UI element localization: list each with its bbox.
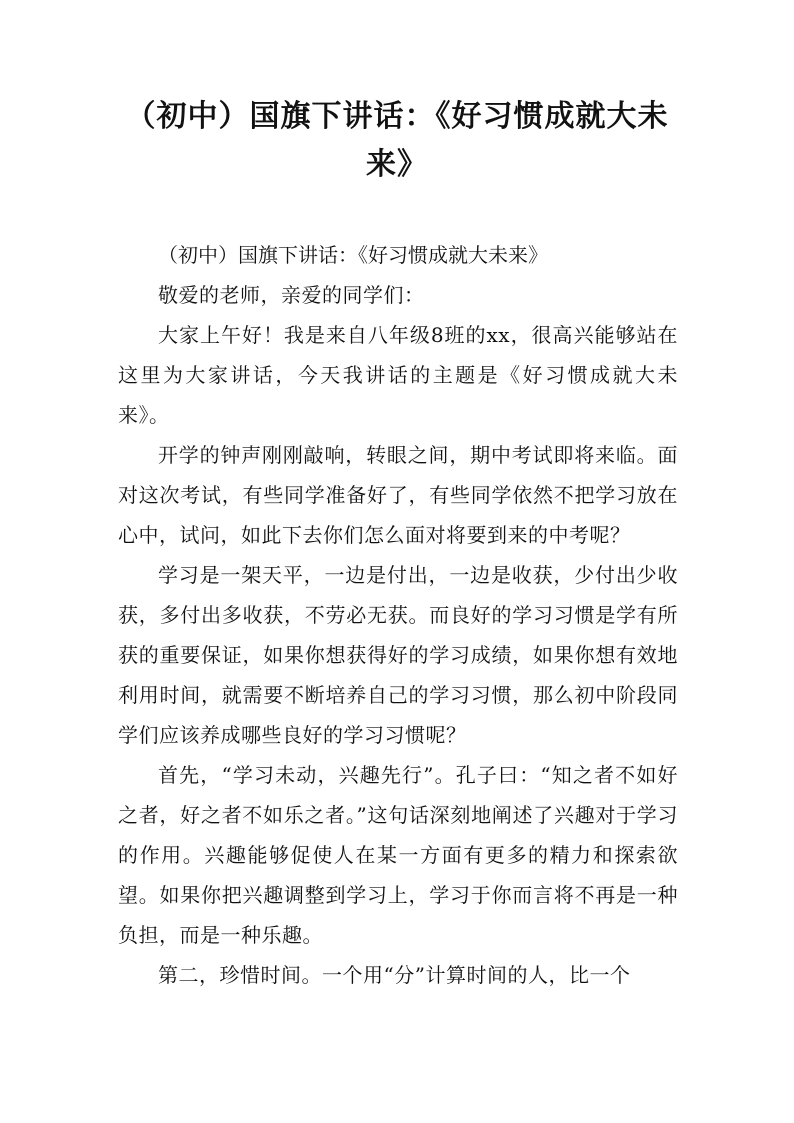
- subtitle-paragraph: （初中）国旗下讲话：《好习惯成就大未来》: [158, 243, 548, 267]
- interest-paragraph: 首先，“学习未动，兴趣先行”。孔子曰：“知之者不如好之者，好之者不如乐之者。”这句话深刻地阐述了兴趣对于学习的作用。兴趣能够促使人在某一方面有更多的精力和探索欲望。如果你把兴趣调整到学习上，学习于你而言将不再是一种负担，而是一种乐趣。: [118, 763, 678, 947]
- document-body: [118, 235, 678, 995]
- balance-paragraph: 学习是一架天平，一边是付出，一边是收获，少付出少收获，多付出多收获，不劳必无获。而良好的学习习惯是学有所获的重要保证，如果你想获得好的学习成绩，如果你想有效地利用时间，就需要不断培养自己的学习习惯，那么初中阶段同学们应该养成哪些良好的学习习惯呢？: [118, 563, 678, 747]
- greeting-paragraph: 敬爱的老师，亲爱的同学们：: [158, 283, 425, 307]
- time-paragraph: 第二，珍惜时间。一个用“分”计算时间的人，比一个: [158, 963, 631, 987]
- document-title: （初中）国旗下讲话：《好习惯成就大未来》: [125, 99, 669, 182]
- intro-paragraph: 大家上午好！我是来自八年级8班的xx，很高兴能够站在这里为大家讲话，今天我讲话的主题是《好习惯成就大未来》。: [118, 323, 678, 427]
- exam-paragraph: 开学的钟声刚刚敲响，转眼之间，期中考试即将来临。面对这次考试，有些同学准备好了，有些同学依然不把学习放在心中，试问，如此下去你们怎么面对将要到来的中考呢？: [118, 443, 678, 547]
